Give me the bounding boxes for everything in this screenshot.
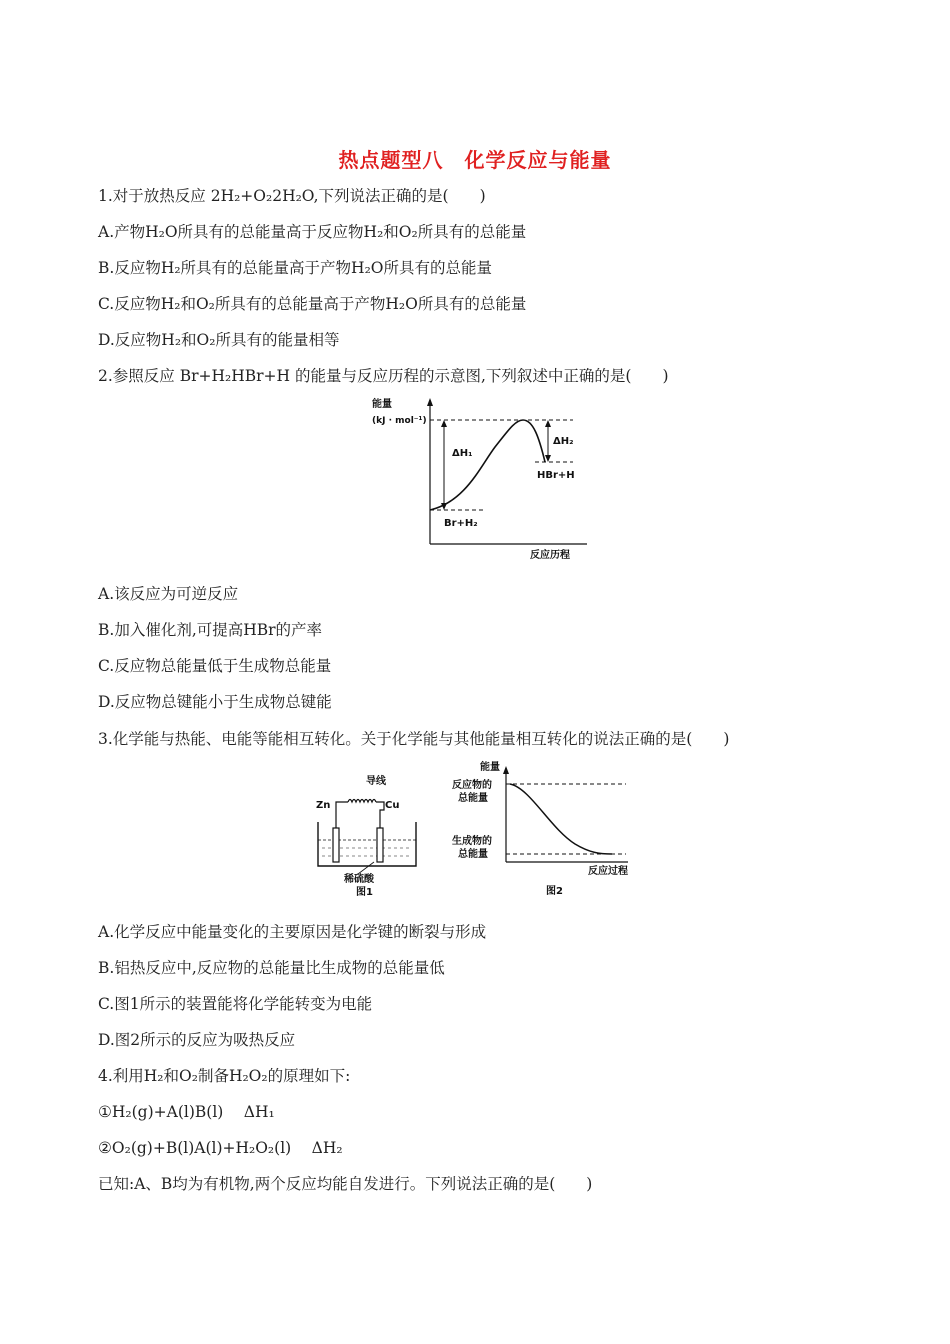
acid-pointer xyxy=(358,862,374,874)
wire-left xyxy=(336,802,348,830)
galvanic-cell-figure xyxy=(310,770,430,900)
reactant-label: Br+H₂ xyxy=(444,518,478,529)
fig2-energy-curve xyxy=(510,784,612,854)
wire-label: 导线 xyxy=(366,776,386,787)
reactant-energy-label-line1: 反应物的 xyxy=(452,780,492,791)
q2-option-c: C.反应物总能量低于生成物总能量 xyxy=(98,657,332,675)
fig2-y-axis-arrow-icon xyxy=(503,766,509,774)
y-axis-label-line1: 能量 xyxy=(372,399,392,410)
product-label: HBr+H xyxy=(537,470,575,481)
product-energy-label-line1: 生成物的 xyxy=(452,836,492,847)
wire-coil-icon xyxy=(348,800,376,803)
dh2-label: ΔH₂ xyxy=(553,436,574,447)
q2-option-b: B.加入催化剂,可提高HBr的产率 xyxy=(98,621,323,639)
energy-curve xyxy=(430,420,545,510)
q4-equation-2: ②O₂(g)+B(l)A(l)+H₂O₂(l) ΔH₂ xyxy=(98,1139,343,1157)
dh1-arrow-head-up-icon xyxy=(441,420,447,427)
q3-stem: 3.化学能与热能、电能等能相互转化。关于化学能与其他能量相互转化的说法正确的是( ) xyxy=(98,730,730,748)
reaction-energy-diagram xyxy=(450,758,650,902)
q2-stem: 2.参照反应 Br+H₂HBr+H 的能量与反应历程的示意图,下列叙述中正确的是( ) xyxy=(98,367,669,385)
zn-label: Zn xyxy=(316,800,331,811)
q1-stem: 1.对于放热反应 2H₂+O₂2H₂O,下列说法正确的是( ) xyxy=(98,187,486,205)
q3-option-b: B.铝热反应中,反应物的总能量比生成物的总能量低 xyxy=(98,959,445,977)
q3-option-c: C.图1所示的装置能将化学能转变为电能 xyxy=(98,995,373,1013)
x-axis-label: 反应历程 xyxy=(530,550,570,561)
dh2-arrow-head-up-icon xyxy=(545,420,551,427)
q3-option-a: A.化学反应中能量变化的主要原因是化学键的断裂与形成 xyxy=(98,923,487,941)
q2-option-d: D.反应物总键能小于生成物总键能 xyxy=(98,693,332,711)
q1-option-b: B.反应物H₂所具有的总能量高于产物H₂O所具有的总能量 xyxy=(98,259,492,277)
product-energy-label-line2: 总能量 xyxy=(458,849,488,860)
q4-equation-1: ①H₂(g)+A(l)B(l) ΔH₁ xyxy=(98,1103,275,1121)
q1-option-d: D.反应物H₂和O₂所具有的能量相等 xyxy=(98,331,340,349)
y-axis-label-line2: (kJ · mol⁻¹) xyxy=(372,416,427,426)
q1-option-c: C.反应物H₂和O₂所具有的总能量高于产物H₂O所具有的总能量 xyxy=(98,295,527,313)
dh1-label: ΔH₁ xyxy=(452,448,473,459)
q4-known: 已知:A、B均为有机物,两个反应均能自发进行。下列说法正确的是( ) xyxy=(98,1175,593,1193)
reactant-energy-label-line2: 总能量 xyxy=(458,793,488,804)
fig2-x-axis-label: 反应过程 xyxy=(588,866,628,877)
page-title: 热点题型八 化学反应与能量 xyxy=(338,148,612,172)
energy-profile-diagram xyxy=(355,392,615,568)
fig2-y-axis-label: 能量 xyxy=(480,762,500,773)
fig1-caption: 图1 xyxy=(356,887,373,898)
cu-electrode xyxy=(377,828,383,862)
fig2-caption: 图2 xyxy=(546,886,563,897)
dh2-arrow-head-down-icon xyxy=(545,455,551,462)
q1-option-a: A.产物H₂O所具有的总能量高于反应物H₂和O₂所具有的总能量 xyxy=(98,223,527,241)
q4-stem: 4.利用H₂和O₂制备H₂O₂的原理如下: xyxy=(98,1067,351,1085)
cu-label: Cu xyxy=(385,800,400,811)
zn-electrode xyxy=(333,828,339,862)
y-axis-arrow-icon xyxy=(427,398,433,406)
wire-right xyxy=(376,802,384,830)
q2-option-a: A.该反应为可逆反应 xyxy=(98,585,239,603)
acid-label: 稀硫酸 xyxy=(344,874,374,885)
q3-option-d: D.图2所示的反应为吸热反应 xyxy=(98,1031,296,1049)
